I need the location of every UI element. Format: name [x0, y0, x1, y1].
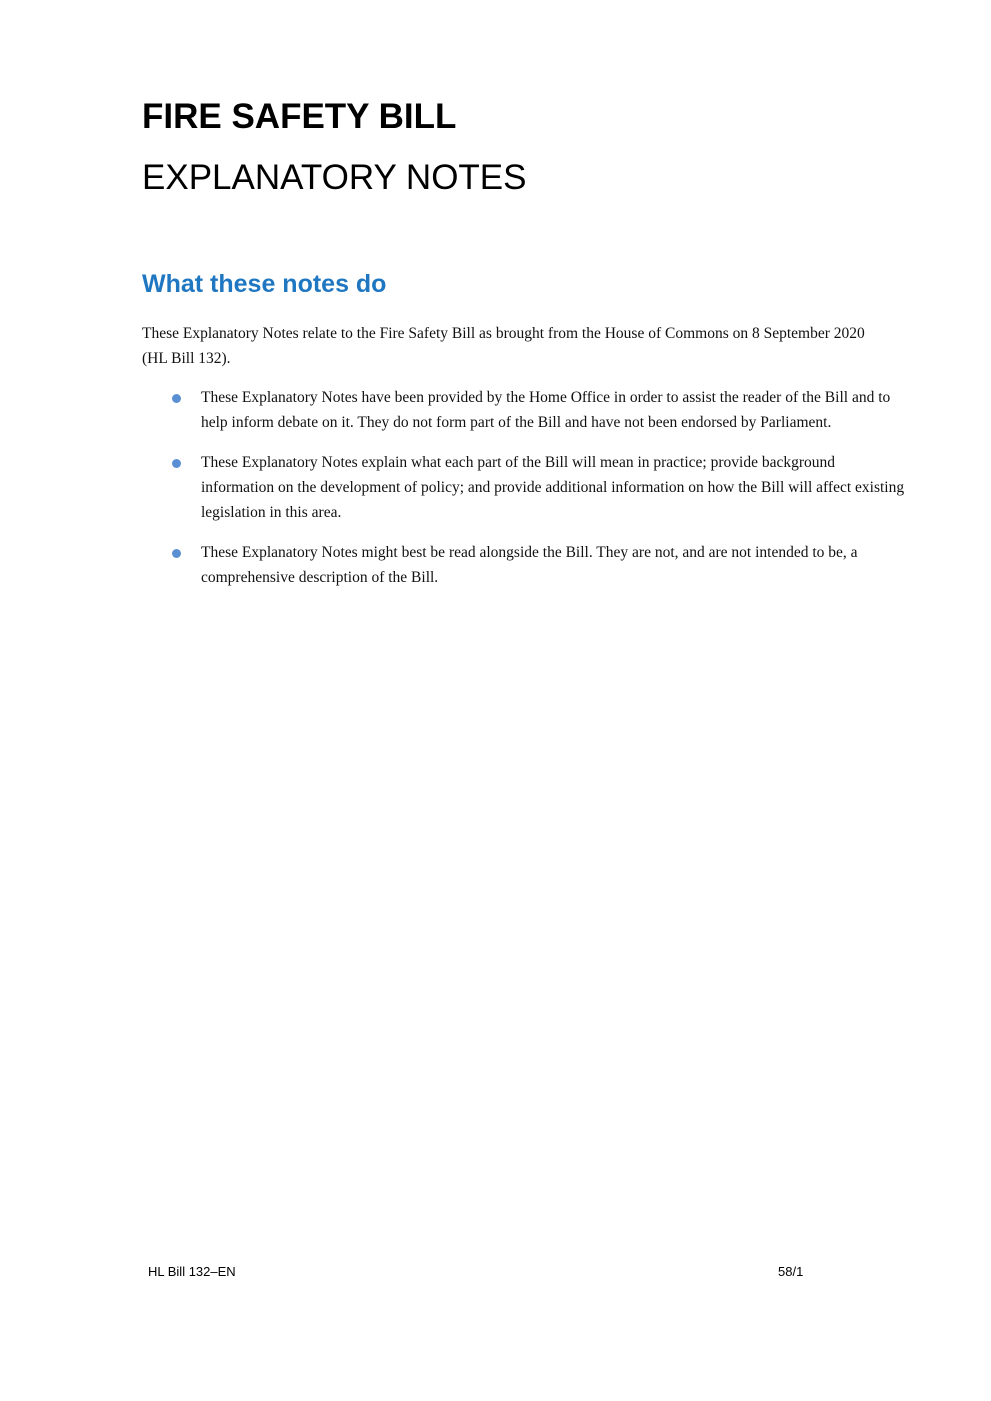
intro-paragraph: These Explanatory Notes relate to the Fire Safety Bill as brought from the House of Commons on 8 September 2020 (HL Bill 132). — [142, 325, 865, 367]
bullet-item — [142, 385, 912, 435]
bullet-text: These Explanatory Notes might best be read alongside the Bill. They are not, and are not intended to be, a comprehensive description of the Bill. — [201, 544, 858, 586]
bullet-text: These Explanatory Notes explain what each part of the Bill will mean in practice; provide background information on the development of policy; and provide additional information on how the Bill will affect existing legislation in this area. — [201, 454, 905, 521]
bullet-item — [142, 450, 912, 525]
bullet-dot-icon — [172, 394, 181, 403]
footer-bill-reference: HL Bill 132–EN — [148, 1264, 236, 1279]
document-title: FIRE SAFETY BILL — [142, 97, 457, 136]
section-heading: What these notes do — [142, 270, 387, 298]
bullet-list — [142, 385, 912, 605]
bullet-item — [142, 540, 912, 590]
bullet-dot-icon — [172, 459, 181, 468]
footer-page-code: 58/1 — [778, 1264, 804, 1279]
bullet-dot-icon — [172, 549, 181, 558]
bullet-text: These Explanatory Notes have been provided by the Home Office in order to assist the reader of the Bill and to help inform debate on it. They do not form part of the Bill and have not been endorsed by Parliament. — [201, 389, 891, 431]
document-subtitle: EXPLANATORY NOTES — [142, 158, 527, 197]
